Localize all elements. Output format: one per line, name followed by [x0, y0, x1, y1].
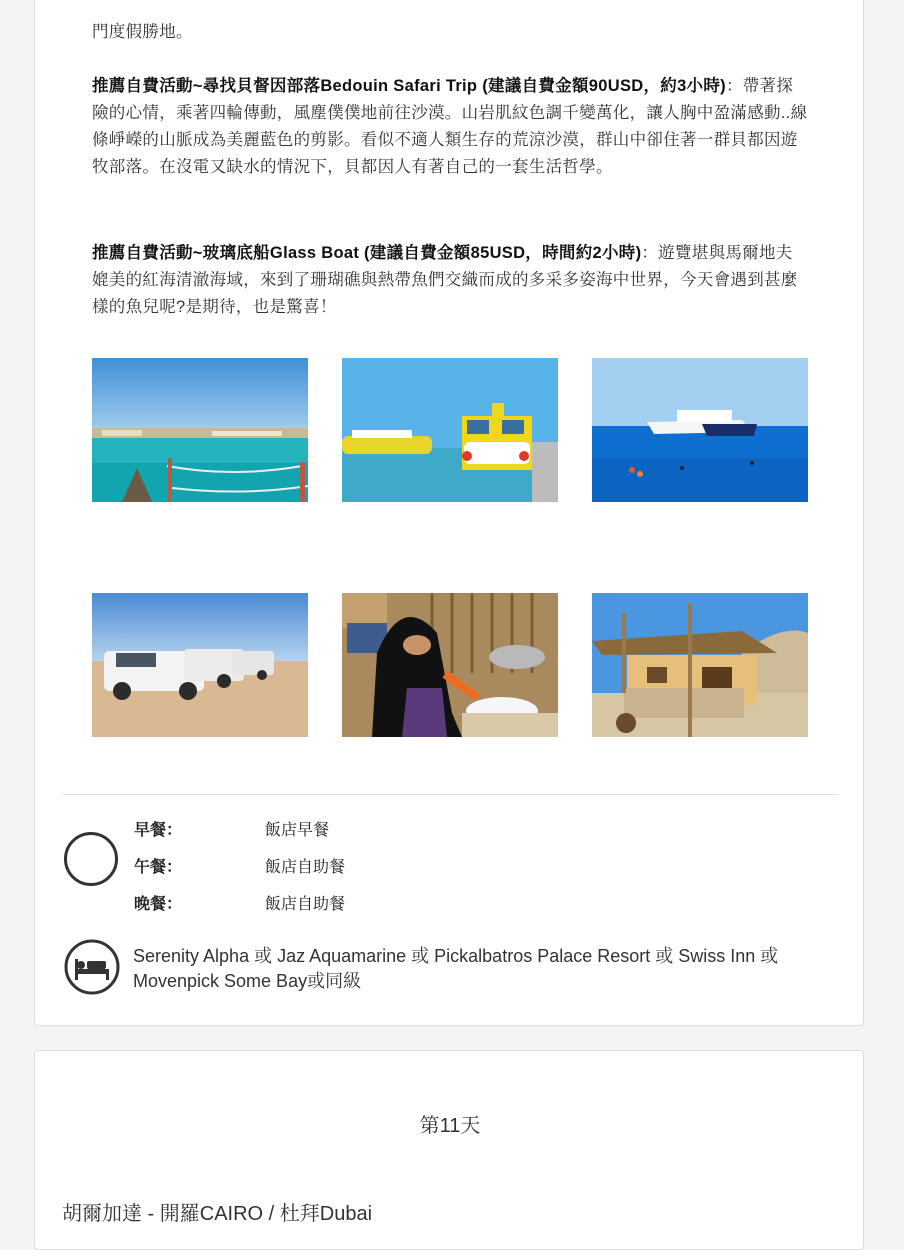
meal-label-breakfast: 早餐： [134, 822, 183, 839]
meal-value-breakfast: 飯店早餐 [265, 822, 330, 839]
snorkeling-boats-photo[interactable] [592, 358, 808, 502]
meal-label-lunch: 午餐： [134, 859, 183, 876]
meal-value-lunch: 飯店自助餐 [265, 859, 346, 876]
hotel-options: Serenity Alpha 或 Jaz Aquamarine 或 Pickalbatros Palace Resort 或 Swiss Inn 或 Movenpick Some Bay或同級 [133, 946, 779, 991]
activity-bedouin-desc: ：帶著探險的心情，乘著四輪傳動，風塵僕僕地前往沙漠。山岩肌紋色調千變萬化，讓人胸中盈滿感動..線條崢嶸的山脈成為美麗藍色的剪影。看似不適人類生存的荒涼沙漠，群山中卻住著一群貝都因遊牧部落。在沒電又缺水的情況下，貝都因人有著自己的一套生活哲學。 [92, 77, 808, 176]
activity-bedouin-paragraph [92, 73, 808, 181]
red-sea-pier-photo[interactable] [92, 358, 308, 502]
day10-card [34, 0, 864, 1026]
meal-value-dinner: 飯店自助餐 [265, 896, 346, 913]
day-title: 第11天 [419, 1115, 481, 1137]
activity-bedouin-title: 推薦自費活動~尋找貝督因部落Bedouin Safari Trip (建議自費金額90USD，約3小時) [92, 77, 726, 95]
bedouin-hut-photo[interactable] [592, 593, 808, 737]
desert-jeeps-photo[interactable] [92, 593, 308, 737]
meal-label-dinner: 晚餐： [134, 896, 183, 913]
activity-glassboat-paragraph [92, 240, 808, 321]
bed-icon [64, 939, 120, 995]
meal-icon [64, 832, 118, 886]
seascope-submarine-photo[interactable] [342, 358, 558, 502]
day-route: 胡爾加達 - 開羅CAIRO / 杜拜Dubai [62, 1203, 373, 1225]
intro-tail-text: 門度假勝地。 [92, 23, 193, 41]
section-divider [62, 794, 838, 795]
activity-glassboat-title: 推薦自費活動~玻璃底船Glass Boat (建議自費金額85USD，時間約2小時) [92, 244, 642, 262]
day11-card [34, 1050, 864, 1250]
bedouin-woman-bread-photo[interactable] [342, 593, 558, 737]
activity-glassboat-desc: ：遊覽堪與馬爾地夫媲美的紅海清澈海域，來到了珊瑚礁與熱帶魚們交織而成的多采多姿海中世界，今天會遇到甚麼樣的魚兒呢?是期待，也是驚喜！ [92, 244, 798, 316]
